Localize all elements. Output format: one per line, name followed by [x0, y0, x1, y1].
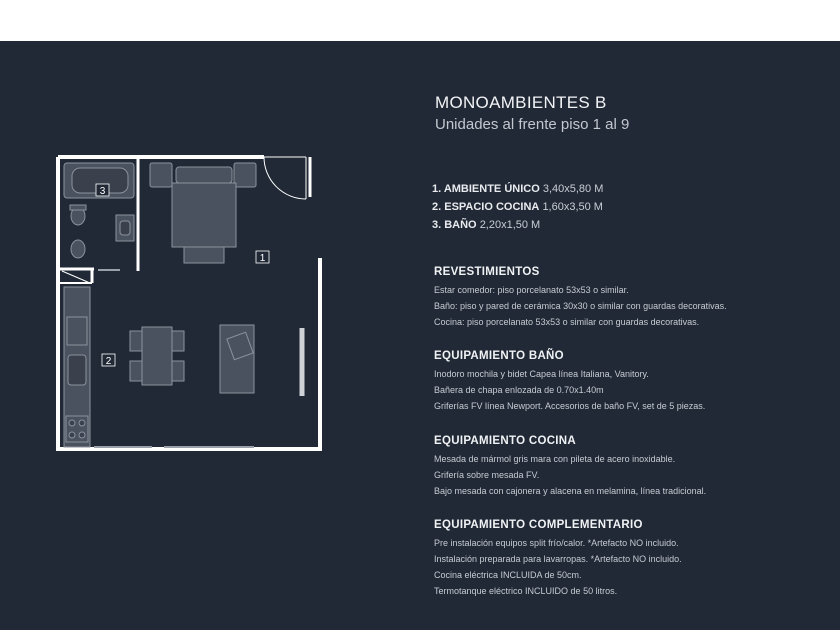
section-line: Griferías FV línea Newport. Accesorios de baño FV, set de 5 piezas. [434, 401, 706, 411]
room-size: 3,40x5,80 M [542, 183, 604, 195]
section-title: EQUIPAMIENTO COMPLEMENTARIO [434, 519, 643, 531]
room-label-2: 2 [105, 356, 112, 367]
room-item [432, 180, 603, 198]
door-swing [264, 157, 306, 199]
room-size: 2,20x1,50 M [479, 219, 541, 231]
room-label-3: 3 [99, 186, 106, 197]
room-name: 2. ESPACIO COCINA [432, 201, 540, 213]
room-name: 1. AMBIENTE ÚNICO [432, 183, 540, 195]
section-line: Cocina: piso porcelanato 53x53 o similar con guardas decorativas. [434, 317, 700, 327]
sofa [220, 325, 254, 393]
section-line: Estar comedor: piso porcelanato 53x53 o similar. [434, 285, 629, 295]
bed [150, 163, 256, 263]
top-white-band [0, 0, 840, 41]
room-label-1: 1 [259, 253, 266, 264]
section-line: Bañera de chapa enlozada de 0.70x1.40m [434, 385, 604, 395]
room-name: 3. BAÑO [432, 219, 477, 231]
section-line: Bajo mesada con cajonera y alacena en melamina, línea tradicional. [434, 486, 707, 496]
page-title: MONOAMBIENTES B [435, 93, 607, 112]
room-item [432, 198, 603, 216]
section-title: EQUIPAMIENTO BAÑO [434, 350, 564, 362]
section-line: Pre instalación equipos split frío/calor. *Artefacto NO incluido. [434, 538, 679, 548]
section-line: Grifería sobre mesada FV. [434, 470, 540, 480]
section-equipamiento-complementario [434, 519, 682, 599]
bidet [71, 240, 85, 258]
room-item [432, 216, 603, 234]
section-title: REVESTIMIENTOS [434, 266, 540, 278]
room-size: 1,60x3,50 M [542, 201, 603, 213]
page-subtitle: Unidades al frente piso 1 al 9 [435, 116, 630, 133]
section-revestimientos [434, 266, 727, 330]
section-title: EQUIPAMIENTO COCINA [434, 435, 577, 447]
shaft-diagonal [62, 271, 90, 283]
section-line: Termotanque eléctrico INCLUIDO de 50 litros. [434, 586, 618, 596]
section-equipamiento-cocina [434, 435, 706, 499]
section-line: Baño: piso y pared de cerámica 30x30 o similar con guardas decorativas. [434, 301, 727, 311]
section-line: Instalación preparada para lavarropas. *Artefacto NO incluido. [434, 554, 682, 564]
section-line: Inodoro mochila y bidet Capea línea Italiana, Vanitory. [434, 369, 649, 379]
dining-table [130, 327, 184, 385]
section-equipamiento-bano [434, 350, 705, 414]
room-list [432, 180, 603, 234]
window-lines [94, 328, 302, 447]
kitchen-counter [64, 287, 90, 447]
floor-plan [54, 153, 324, 453]
section-line: Mesada de mármol gris mara con pileta de acero inoxidable. [434, 454, 676, 464]
section-line: Cocina eléctrica INCLUIDA de 50cm. [434, 570, 582, 580]
